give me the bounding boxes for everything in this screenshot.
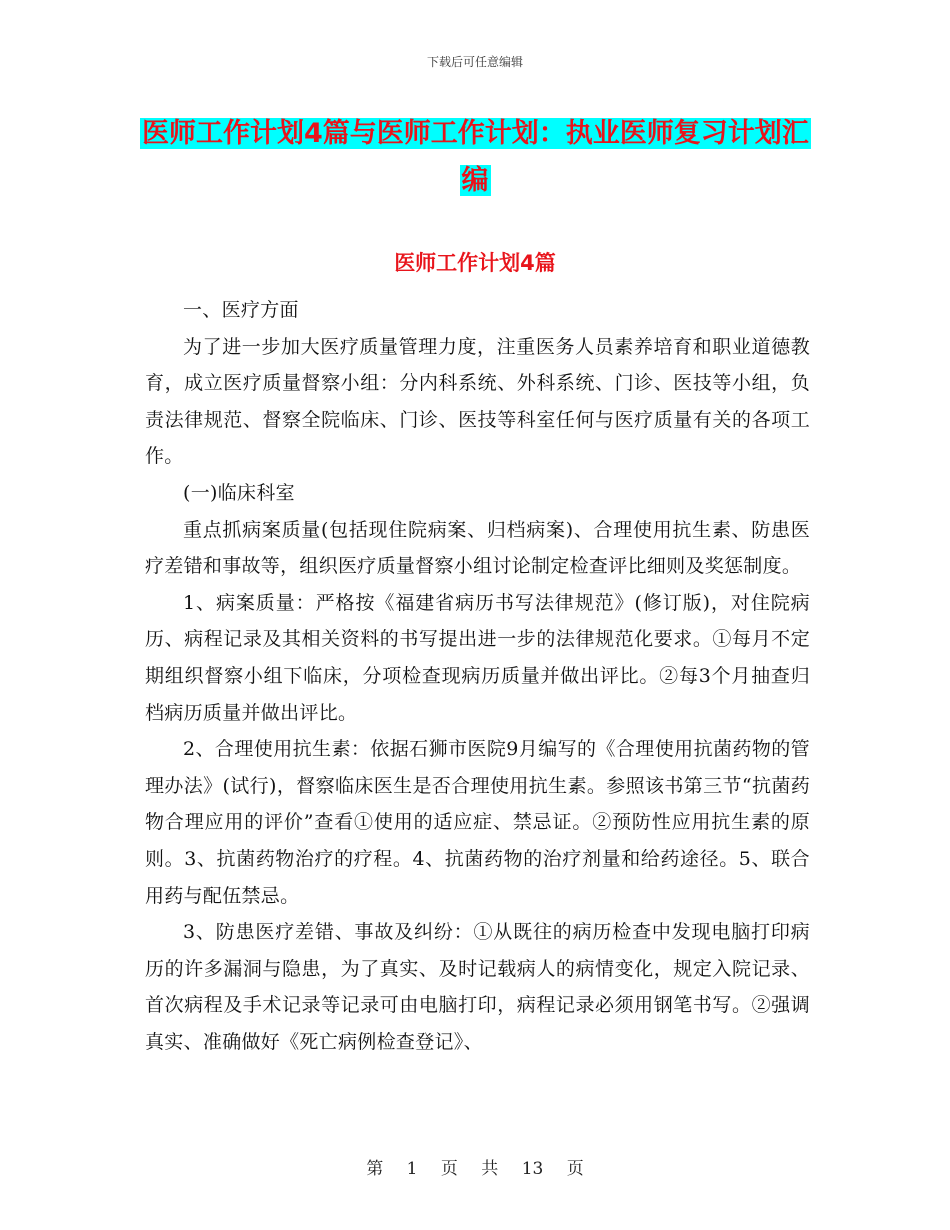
paragraph: 2、合理使用抗生素：依据石狮市医院9月编写的《合理使用抗菌药物的管理办法》(试行)，督察临床医生是否合理使用抗生素。参照该书第三节“抗菌药物合理应用的评价”查看①使用的适应症、禁忌证。②预防性应用抗生素的原则。3、抗菌药物治疗的疗程。4、抗菌药物的治疗剂量和给药途径。5、联合用药与配伍禁忌。 (145, 738, 810, 907)
footer-total-word: 共 (481, 1159, 499, 1179)
paragraph: 3、防患医疗差错、事故及纠纷：①从既往的病历检查中发现电脑打印病历的许多漏洞与隐患，为了真实、及时记载病人的病情变化，规定入院记录、首次病程及手术记录等记录可由电脑打印，病程记录必须用钢笔书写。②强调真实、准确做好《死亡病例检查登记》、 (145, 921, 810, 1053)
header-note: 下载后可任意编辑 (426, 55, 523, 69)
page-footer (0, 1154, 950, 1179)
footer-suffix: 页 (566, 1159, 584, 1179)
document-title-text: 医师工作计划4篇与医师工作计划：执业医师复习计划汇编 (142, 118, 809, 196)
paragraph: 1、病案质量：严格按《福建省病历书写法律规范》(修订版)，对住院病历、病程记录及其相关资料的书写提出进一步的法律规范化要求。①每月不定期组织督察小组下临床，分项检查现病历质量并做出评比。②每3个月抽查归档病历质量并做出评比。 (145, 591, 810, 724)
document-body (145, 292, 810, 1060)
paragraph-heading-medical: 一、医疗方面 (183, 299, 299, 321)
paragraph-heading-clinical: (一)临床科室 (183, 481, 295, 504)
paragraph: 为了进一步加大医疗质量管理力度，注重医务人员素养培育和职业道德教育，成立医疗质量督察小组：分内科系统、外科系统、门诊、医技等小组，负责法律规范、督察全院临床、门诊、医技等科室任何与医疗质量有关的各项工作。 (145, 335, 810, 468)
paragraph: 重点抓病案质量(包括现住院病案、归档病案)、合理使用抗生素、防患医疗差错和事故等，组织医疗质量督察小组讨论制定检查评比细则及奖惩制度。 (145, 518, 810, 578)
footer-total-pages: 13 (521, 1159, 544, 1179)
footer-page-word: 页 (440, 1159, 458, 1179)
document-title (140, 110, 810, 204)
footer-current-page: 1 (406, 1159, 418, 1179)
section-title: 医师工作计划4篇 (394, 251, 556, 275)
footer-prefix: 第 (366, 1159, 384, 1179)
